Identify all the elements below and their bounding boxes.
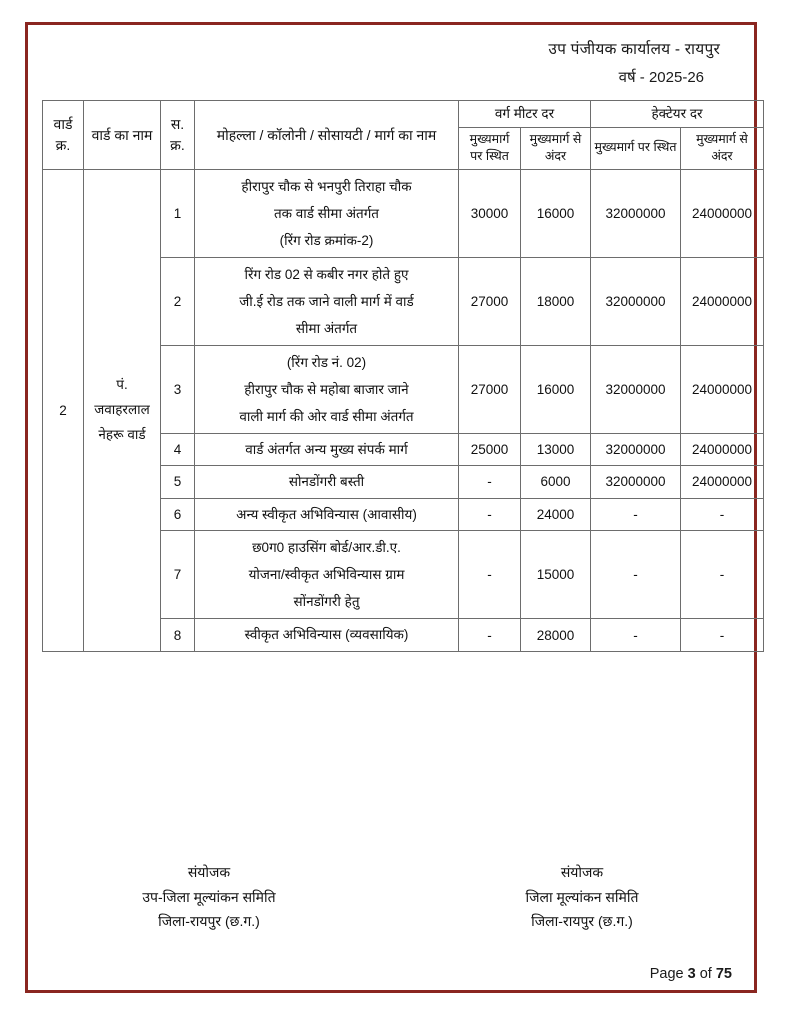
ward-name-cell: पं. जवाहरलाल नेहरू वार्ड	[84, 169, 161, 651]
col-hectare-inner-road: मुख्यमार्ग से अंदर	[681, 127, 764, 169]
guideline-rate-table	[42, 100, 764, 652]
sqm-inner-cell: 24000	[521, 498, 591, 531]
serial-cell: 1	[161, 169, 195, 257]
fiscal-year: वर्ष - 2025-26	[618, 69, 704, 86]
locality-cell: (रिंग रोड नं. 02) हीरापुर चौक से महोबा बाजार जाने वाली मार्ग की ओर वार्ड सीमा अंतर्गत	[195, 345, 459, 433]
sqm-inner-cell: 15000	[521, 531, 591, 619]
col-sqm-on-main-road: मुख्यमार्ग पर स्थित	[459, 127, 521, 169]
locality-cell: सोनडोंगरी बस्ती	[195, 466, 459, 499]
col-serial-no: स. क्र.	[161, 101, 195, 170]
ward-number-cell: 2	[43, 169, 84, 651]
hectare-inner-cell: 24000000	[681, 257, 764, 345]
locality-cell: स्वीकृत अभिविन्यास (व्यवसायिक)	[195, 619, 459, 652]
document-header	[28, 25, 754, 93]
hectare-main-cell: -	[591, 498, 681, 531]
sqm-inner-cell: 28000	[521, 619, 591, 652]
signature-block-district: संयोजक जिला मूल्यांकन समिति जिला-रायपुर (छ.ग.)	[525, 864, 639, 929]
signature-block-sub-district: संयोजक उप-जिला मूल्यांकन समिति जिला-रायपुर (छ.ग.)	[142, 864, 276, 929]
office-title: उप पंजीयक कार्यालय - रायपुर	[548, 41, 720, 58]
hectare-main-cell: -	[591, 531, 681, 619]
header-row-primary	[43, 101, 764, 128]
serial-cell: 7	[161, 531, 195, 619]
hectare-inner-cell: -	[681, 498, 764, 531]
sqm-inner-cell: 13000	[521, 433, 591, 466]
serial-cell: 6	[161, 498, 195, 531]
col-hectare-on-main-road: मुख्यमार्ग पर स्थित	[591, 127, 681, 169]
hectare-inner-cell: 24000000	[681, 433, 764, 466]
sqm-main-cell: 25000	[459, 433, 521, 466]
sqm-main-cell: -	[459, 498, 521, 531]
sqm-main-cell: 30000	[459, 169, 521, 257]
col-group-square-meter-rate: वर्ग मीटर दर	[459, 101, 591, 128]
table-row	[43, 169, 764, 257]
hectare-main-cell: 32000000	[591, 345, 681, 433]
col-locality-name: मोहल्ला / कॉलोनी / सोसायटी / मार्ग का नाम	[195, 101, 459, 170]
hectare-main-cell: 32000000	[591, 466, 681, 499]
hectare-main-cell: 32000000	[591, 169, 681, 257]
locality-cell: हीरापुर चौक से भनपुरी तिराहा चौक तक वार्ड सीमा अंतर्गत (रिंग रोड क्रमांक-2)	[195, 169, 459, 257]
table-head	[43, 101, 764, 170]
page-of: of	[699, 966, 712, 982]
hectare-main-cell: 32000000	[591, 433, 681, 466]
serial-cell: 8	[161, 619, 195, 652]
hectare-main-cell: 32000000	[591, 257, 681, 345]
locality-cell: छ0ग0 हाउसिंग बोर्ड/आर.डी.ए. योजना/स्वीकृत अभिविन्यास ग्राम सोंनडोंगरी हेतु	[195, 531, 459, 619]
locality-cell: अन्य स्वीकृत अभिविन्यास (आवासीय)	[195, 498, 459, 531]
hectare-inner-cell: -	[681, 619, 764, 652]
serial-cell: 3	[161, 345, 195, 433]
sqm-main-cell: 27000	[459, 345, 521, 433]
sqm-inner-cell: 16000	[521, 345, 591, 433]
page-number	[650, 966, 732, 982]
sqm-inner-cell: 6000	[521, 466, 591, 499]
sqm-inner-cell: 16000	[521, 169, 591, 257]
sqm-main-cell: -	[459, 531, 521, 619]
col-ward-name: वार्ड का नाम	[84, 101, 161, 170]
serial-cell: 2	[161, 257, 195, 345]
hectare-inner-cell: 24000000	[681, 169, 764, 257]
locality-cell: रिंग रोड 02 से कबीर नगर होते हुए जी.ई रोड तक जाने वाली मार्ग में वार्ड सीमा अंतर्गत	[195, 257, 459, 345]
page-label: Page	[649, 966, 684, 982]
col-group-hectare-rate: हेक्टेयर दर	[591, 101, 764, 128]
locality-cell: वार्ड अंतर्गत अन्य मुख्य संपर्क मार्ग	[195, 433, 459, 466]
page-current: 3	[687, 966, 696, 982]
hectare-inner-cell: 24000000	[681, 345, 764, 433]
sqm-main-cell: 27000	[459, 257, 521, 345]
sqm-main-cell: -	[459, 619, 521, 652]
col-ward-no: वार्ड क्र.	[43, 101, 84, 170]
hectare-main-cell: -	[591, 619, 681, 652]
sqm-inner-cell: 18000	[521, 257, 591, 345]
hectare-inner-cell: 24000000	[681, 466, 764, 499]
page-total: 75	[715, 966, 732, 982]
table-body	[43, 169, 764, 651]
sqm-main-cell: -	[459, 466, 521, 499]
document-page	[25, 22, 757, 993]
hectare-inner-cell: -	[681, 531, 764, 619]
document-footer	[28, 860, 754, 990]
col-sqm-inner-road: मुख्यमार्ग से अंदर	[521, 127, 591, 169]
serial-cell: 5	[161, 466, 195, 499]
serial-cell: 4	[161, 433, 195, 466]
